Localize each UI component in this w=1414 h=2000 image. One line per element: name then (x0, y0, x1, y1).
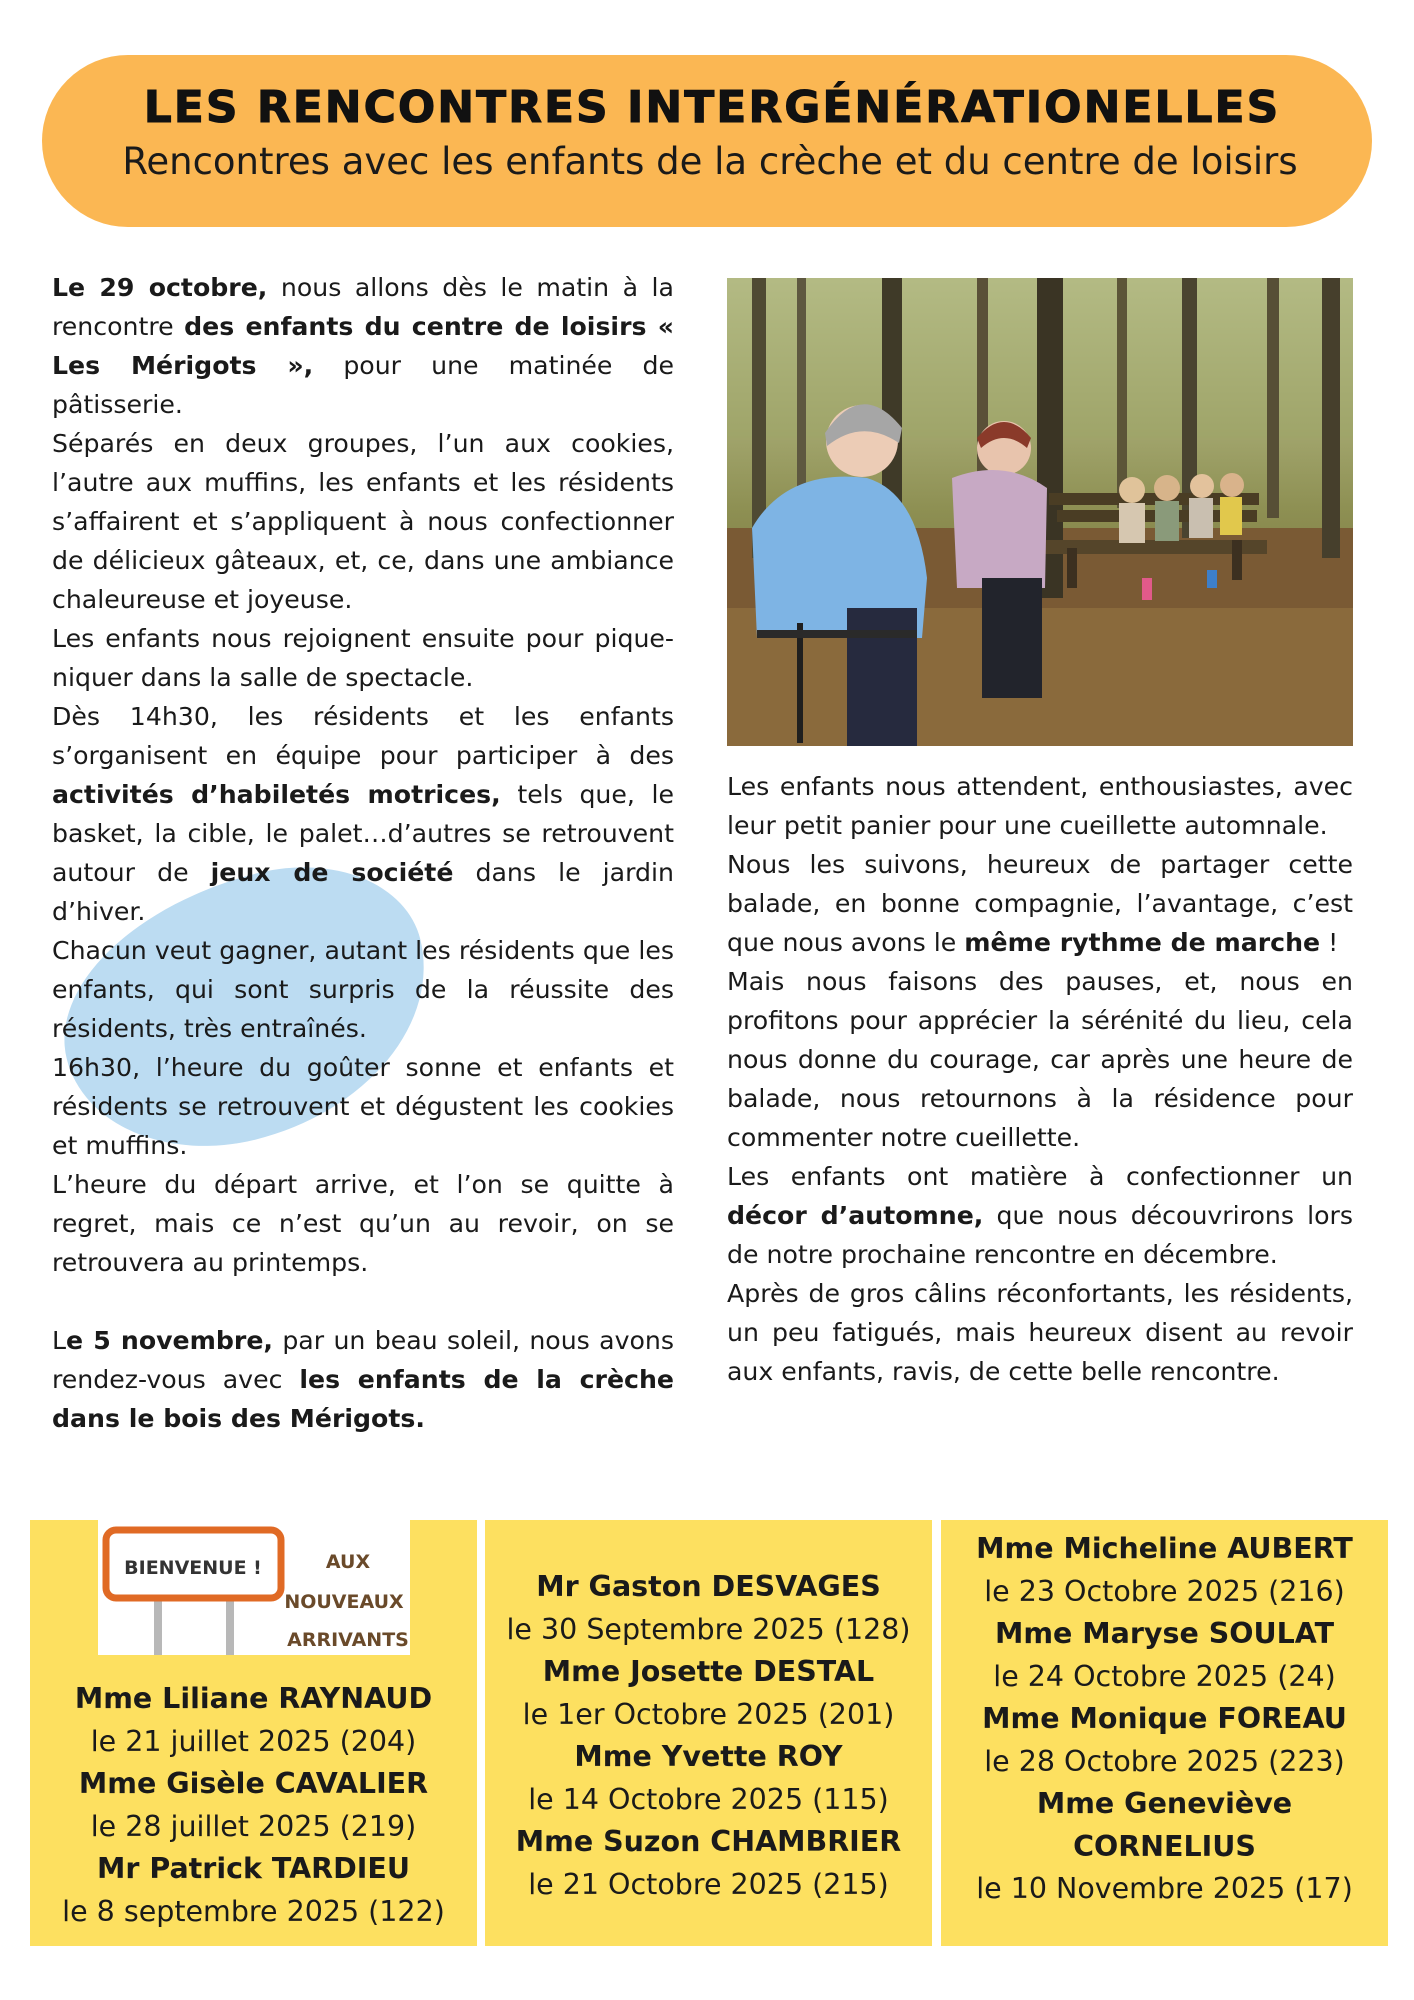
paragraph-attendent: Les enfants nous attendent, enthousiastes, avec leur petit panier pour une cueillette automnale. (727, 772, 1353, 840)
left-article-column (52, 268, 674, 1438)
arrival-name: Mme Gisèle CAVALIER (78, 1767, 429, 1800)
paragraph-29-octobre: Le 29 octobre, nous allons dès le matin à la rencontre des enfants du centre de loisirs « Les Mérigots », pour une matinée de pâtisserie. (52, 273, 674, 419)
paragraph-pique-nique: Les enfants nous rejoignent ensuite pour pique-niquer dans la salle de spectacle. (52, 624, 674, 692)
paragraph-groupes: Séparés en deux groupes, l’un aux cookies, l’autre aux muffins, les enfants et les résidents s’affairent et s’appliquent à nous confectionner de délicieux gâteaux, et, ce, dans une ambiance chaleureuse et joyeuse. (52, 429, 674, 614)
paragraph-calins: Après de gros câlins réconfortants, les résidents, un peu fatigués, mais heureux disent au revoir aux enfants, ravis, de cette belle rencontre. (727, 1279, 1353, 1386)
arrival-name: Mme Josette DESTAL (542, 1655, 875, 1688)
arrival-date: le 30 Septembre 2025 (128) (506, 1612, 911, 1646)
arrival-date: le 28 Octobre 2025 (223) (984, 1744, 1345, 1778)
paragraph-5-novembre: Le 5 novembre, par un beau soleil, nous avons rendez-vous avec les enfants de la crèche dans le bois des Mérigots. (52, 1326, 674, 1433)
arrival-name: Mme Geneviève (1036, 1787, 1293, 1820)
sign-line-1: AUX (325, 1551, 371, 1573)
arrival-date: le 10 Novembre 2025 (17) (976, 1872, 1353, 1905)
paragraph-depart: L’heure du départ arrive, et l’on se quitte à regret, mais ce n’est qu’un au revoir, on se retrouvera au printemps. (52, 1170, 674, 1277)
arrival-name: Mme Monique FOREAU (982, 1702, 1347, 1735)
arrival-date: le 24 Octobre 2025 (24) (993, 1659, 1336, 1693)
arrival-date: le 28 juillet 2025 (219) (90, 1809, 417, 1843)
arrival-name: Mr Patrick TARDIEU (96, 1852, 410, 1885)
welcome-sign-image (98, 1520, 410, 1655)
paragraph-gouter: 16h30, l’heure du goûter sonne et enfants et résidents se retrouvent et dégustent les cookies et muffins. (52, 1053, 674, 1160)
arrival-date: le 8 septembre 2025 (122) (62, 1894, 445, 1928)
right-article-column (727, 767, 1353, 1391)
arrivals-box-2 (485, 1520, 932, 1946)
page-title: LES RENCONTRES INTERGÉNÉRATIONELLES (143, 82, 1281, 133)
arrivals-box-3 (941, 1520, 1388, 1946)
paragraph-pauses: Mais nous faisons des pauses, et, nous en profitons pour apprécier la sérénité du lieu, cela nous donne du courage, car après une heure de balade, nous retournons à la résidence pour commenter notre cueillette. (727, 967, 1353, 1152)
arrival-name: Mme Suzon CHAMBRIER (515, 1825, 902, 1858)
arrival-name: Mme Liliane RAYNAUD (74, 1682, 433, 1715)
arrival-date: le 1er Octobre 2025 (201) (522, 1697, 895, 1731)
arrival-date: le 21 juillet 2025 (204) (90, 1724, 417, 1758)
paragraph-suivons: Nous les suivons, heureux de partager cette balade, en bonne compagnie, l’avantage, c’est que nous avons le même rythme de marche ! (727, 850, 1353, 957)
arrival-name: CORNELIUS (1073, 1829, 1256, 1863)
paragraph-activites: Dès 14h30, les résidents et les enfants s’organisent en équipe pour participer à des activités d’habiletés motrices, tels que, le basket, la cible, le palet…d’autres se retrouvent autour de jeux de société dans le jardin d’hiver. (52, 702, 675, 926)
sign-line-3: ARRIVANTS (287, 1629, 409, 1651)
paragraph-gagner: Chacun veut gagner, autant les résidents que les enfants, qui sont surpris de la réussite des résidents, très entraînés. (52, 936, 674, 1043)
arrival-date: le 21 Octobre 2025 (215) (528, 1867, 889, 1901)
sign-line-2: NOUVEAUX (284, 1591, 404, 1613)
arrival-date: le 14 Octobre 2025 (115) (528, 1782, 889, 1816)
arrival-name: Mme Maryse SOULAT (994, 1617, 1335, 1650)
arrival-name: Mme Yvette ROY (574, 1740, 843, 1773)
photo-forest-bench (727, 278, 1353, 746)
page-subtitle: Rencontres avec les enfants de la crèche et du centre de loisirs (122, 140, 1298, 183)
arrival-date: le 23 Octobre 2025 (216) (984, 1574, 1345, 1608)
sign-board-text: BIENVENUE ! (124, 1557, 262, 1579)
arrival-name: Mr Gaston DESVAGES (536, 1570, 881, 1603)
paragraph-decor: Les enfants ont matière à confectionner un décor d’automne, que nous découvrirons lors de notre prochaine rencontre en décembre. (727, 1162, 1353, 1269)
arrival-name: Mme Micheline AUBERT (976, 1532, 1353, 1565)
